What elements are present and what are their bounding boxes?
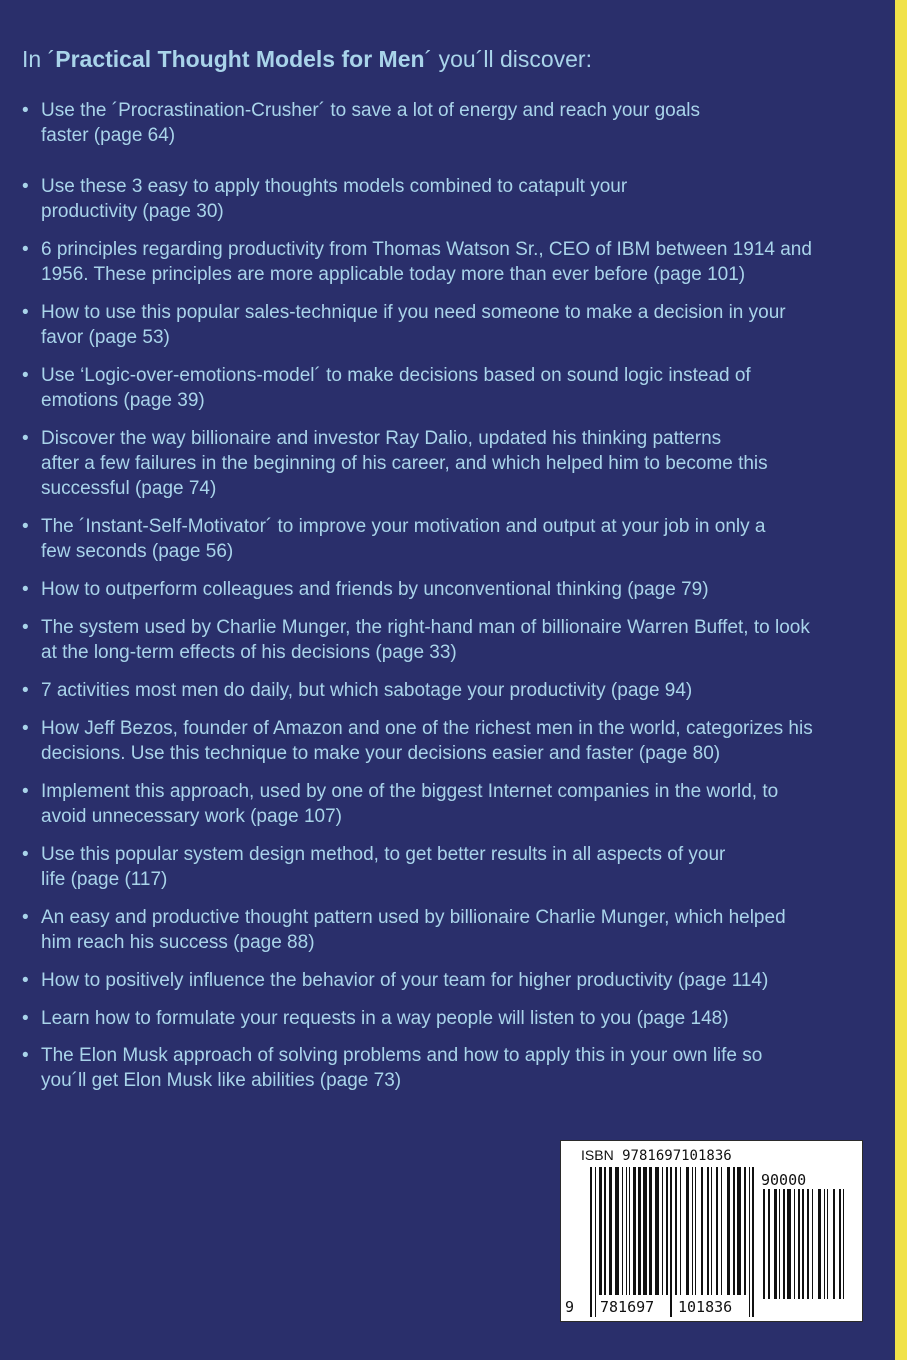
spine-accent-strip <box>895 0 907 1360</box>
list-item-line: 6 principles regarding productivity from Thomas Watson Sr., CEO of IBM between 1914 and <box>41 239 812 260</box>
ean13-bars <box>581 1167 756 1317</box>
bullet-icon: • <box>22 718 29 739</box>
list-item-line: avoid unnecessary work (page 107) <box>41 806 343 827</box>
list-item <box>22 98 872 148</box>
bullet-icon: • <box>22 617 29 638</box>
bullet-icon: • <box>22 781 29 802</box>
bullet-icon: • <box>22 100 29 121</box>
list-item-line: Implement this approach, used by one of the biggest Internet companies in the world, to <box>41 781 779 802</box>
list-item-line: How to positively influence the behavior of your team for higher productivity (page 114) <box>41 970 769 991</box>
list-item <box>22 678 872 703</box>
bullet-icon: • <box>22 680 29 701</box>
bullet-icon: • <box>22 176 29 197</box>
list-item-line: Learn how to formulate your requests in a way people will listen to you (page 148) <box>41 1008 729 1029</box>
list-item-line: Use ‘Logic-over-emotions-model´ to make decisions based on sound logic instead of <box>41 365 751 386</box>
isbn-label <box>581 1147 732 1164</box>
list-item-line: How to use this popular sales-technique if you need someone to make a decision in your <box>41 302 786 323</box>
barcode-digit-group: 101836 <box>678 1298 733 1316</box>
book-title: Practical Thought Models for Men <box>55 46 425 72</box>
price-code: 90000 <box>761 1171 807 1189</box>
list-item-line: at the long-term effects of his decisions (page 33) <box>41 642 457 663</box>
isbn-number: 9781697101836 <box>622 1148 732 1164</box>
list-item <box>22 779 872 829</box>
list-item-line: The ´Instant-Self-Motivator´ to improve your motivation and output at your job in only a <box>41 516 766 537</box>
bullet-icon: • <box>22 970 29 991</box>
list-item-line: Use the ´Procrastination-Crusher´ to save a lot of energy and reach your goals <box>41 100 700 121</box>
page-heading <box>22 44 882 74</box>
list-item-line: successful (page 74) <box>41 478 217 499</box>
addon-bars <box>761 1189 849 1299</box>
bullet-icon: • <box>22 302 29 323</box>
list-item-line: The Elon Musk approach of solving problems and how to apply this in your own life so <box>41 1045 763 1066</box>
bullet-icon: • <box>22 844 29 865</box>
list-item <box>22 426 872 501</box>
barcode-digit-group: 781697 <box>600 1298 655 1316</box>
list-item-line: favor (page 53) <box>41 327 170 348</box>
list-item-line: decisions. Use this technique to make your decisions easier and faster (page 80) <box>41 743 721 764</box>
list-item <box>22 905 872 955</box>
heading-intro: In ´ <box>22 46 56 72</box>
list-item-line: Use these 3 easy to apply thoughts models combined to catapult your <box>41 176 628 197</box>
list-item-line: productivity (page 30) <box>41 201 224 222</box>
list-item <box>22 514 872 564</box>
list-item-line: How Jeff Bezos, founder of Amazon and one of the richest men in the world, categorizes his <box>41 718 813 739</box>
isbn-barcode <box>560 1140 863 1322</box>
list-item <box>22 842 872 892</box>
list-item-line: Use this popular system design method, to get better results in all aspects of your <box>41 844 726 865</box>
list-item <box>22 174 872 224</box>
list-item-line: him reach his success (page 88) <box>41 932 315 953</box>
bullet-icon: • <box>22 239 29 260</box>
list-item <box>22 577 872 602</box>
list-item-line: An easy and productive thought pattern used by billionaire Charlie Munger, which helped <box>41 907 786 928</box>
list-item <box>22 363 872 413</box>
list-item-line: after a few failures in the beginning of his career, and which helped him to become this <box>41 453 768 474</box>
bullet-icon: • <box>22 1045 29 1066</box>
list-item-line: Discover the way billionaire and investor Ray Dalio, updated his thinking patterns <box>41 428 722 449</box>
bullet-icon: • <box>22 1008 29 1029</box>
list-item-line: you´ll get Elon Musk like abilities (page 73) <box>41 1070 402 1091</box>
bullet-icon: • <box>22 907 29 928</box>
list-item <box>22 716 872 766</box>
list-item <box>22 300 872 350</box>
bullet-icon: • <box>22 516 29 537</box>
list-item <box>22 1043 872 1093</box>
bullet-icon: • <box>22 428 29 449</box>
list-item-line: 1956. These principles are more applicable today more than ever before (page 101) <box>41 264 746 285</box>
list-item-line: 7 activities most men do daily, but which sabotage your productivity (page 94) <box>41 680 693 701</box>
list-item <box>22 237 872 287</box>
list-item-line: emotions (page 39) <box>41 390 205 411</box>
bullet-icon: • <box>22 365 29 386</box>
list-item-line: life (page (117) <box>41 869 168 890</box>
isbn-prefix: ISBN <box>581 1147 614 1163</box>
list-item-line: few seconds (page 56) <box>41 541 234 562</box>
list-item <box>22 615 872 665</box>
barcode-digit-group: 9 <box>565 1298 575 1316</box>
bullet-icon: • <box>22 579 29 600</box>
list-item-line: faster (page 64) <box>41 125 176 146</box>
list-item <box>22 1006 872 1031</box>
list-item-line: The system used by Charlie Munger, the right-hand man of billionaire Warren Buffet, to look <box>41 617 810 638</box>
heading-outro: ´ you´ll discover: <box>424 46 592 72</box>
list-item <box>22 968 872 993</box>
list-item-line: How to outperform colleagues and friends by unconventional thinking (page 79) <box>41 579 709 600</box>
